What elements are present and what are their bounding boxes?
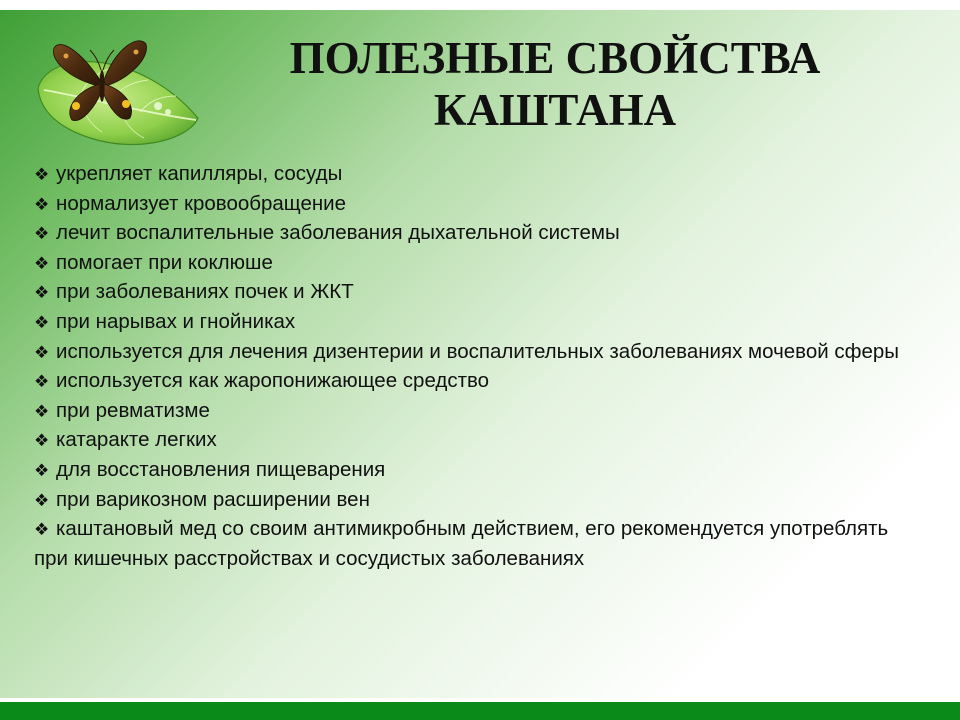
list-item [34, 160, 914, 190]
list-item [34, 486, 914, 516]
top-band [0, 0, 960, 10]
diamond-bullet-icon: ❖ [34, 460, 50, 480]
diamond-bullet-icon: ❖ [34, 312, 50, 332]
list-item [34, 249, 914, 279]
list-item [34, 426, 914, 456]
diamond-bullet-icon: ❖ [34, 224, 50, 244]
list-item-text: каштановый мед со своим антимикробным действием, его рекомендуется употреблять при кишечных расстройствах и сосудистых заболеваниях [34, 517, 889, 570]
diamond-bullet-icon: ❖ [34, 342, 50, 362]
diamond-bullet-icon: ❖ [34, 253, 50, 273]
diamond-bullet-icon: ❖ [34, 165, 50, 184]
list-item-text: при ревматизме [56, 398, 210, 422]
list-item-text: используется как жаропонижающее средство [56, 369, 490, 393]
list-item [34, 397, 914, 427]
title-line-2: КАШТАНА [433, 85, 677, 135]
list-item-text: укрепляет капилляры, сосуды [56, 162, 343, 185]
list-item [34, 456, 914, 486]
list-item [34, 190, 914, 220]
leaf-butterfly-decoration [20, 20, 215, 150]
diamond-bullet-icon: ❖ [34, 520, 50, 540]
list-item-text: лечит воспалительные заболевания дыхательной системы [56, 221, 620, 245]
list-item [34, 367, 914, 397]
list-item [34, 278, 914, 308]
diamond-bullet-icon: ❖ [34, 194, 50, 214]
diamond-bullet-icon: ❖ [34, 283, 50, 303]
list-item [34, 219, 914, 249]
list-item [34, 338, 914, 368]
benefits-list [34, 160, 914, 573]
list-item-text: катаракте легких [56, 428, 217, 452]
list-item-text: при нарывах и гнойниках [56, 309, 296, 333]
list-item-text: для восстановления пищеварения [56, 457, 386, 481]
list-item-text: при заболеваниях почек и ЖКТ [56, 280, 354, 304]
diamond-bullet-icon: ❖ [34, 401, 50, 421]
diamond-bullet-icon: ❖ [34, 431, 50, 451]
bottom-accent-bar [0, 702, 960, 720]
page-title [215, 32, 895, 136]
diamond-bullet-icon: ❖ [34, 372, 50, 392]
list-item-text: нормализует кровообращение [56, 191, 347, 215]
list-item-text: при варикозном расширении вен [56, 487, 370, 511]
list-item [34, 308, 914, 338]
diamond-bullet-icon: ❖ [34, 490, 50, 510]
list-item-text: используется для лечения дизентерии и воспалительных заболеваниях мочевой сферы [56, 339, 900, 363]
list-item [34, 515, 914, 573]
list-item-text: помогает при коклюше [56, 250, 273, 274]
title-line-1: ПОЛЕЗНЫЕ СВОЙСТВА [289, 33, 821, 83]
